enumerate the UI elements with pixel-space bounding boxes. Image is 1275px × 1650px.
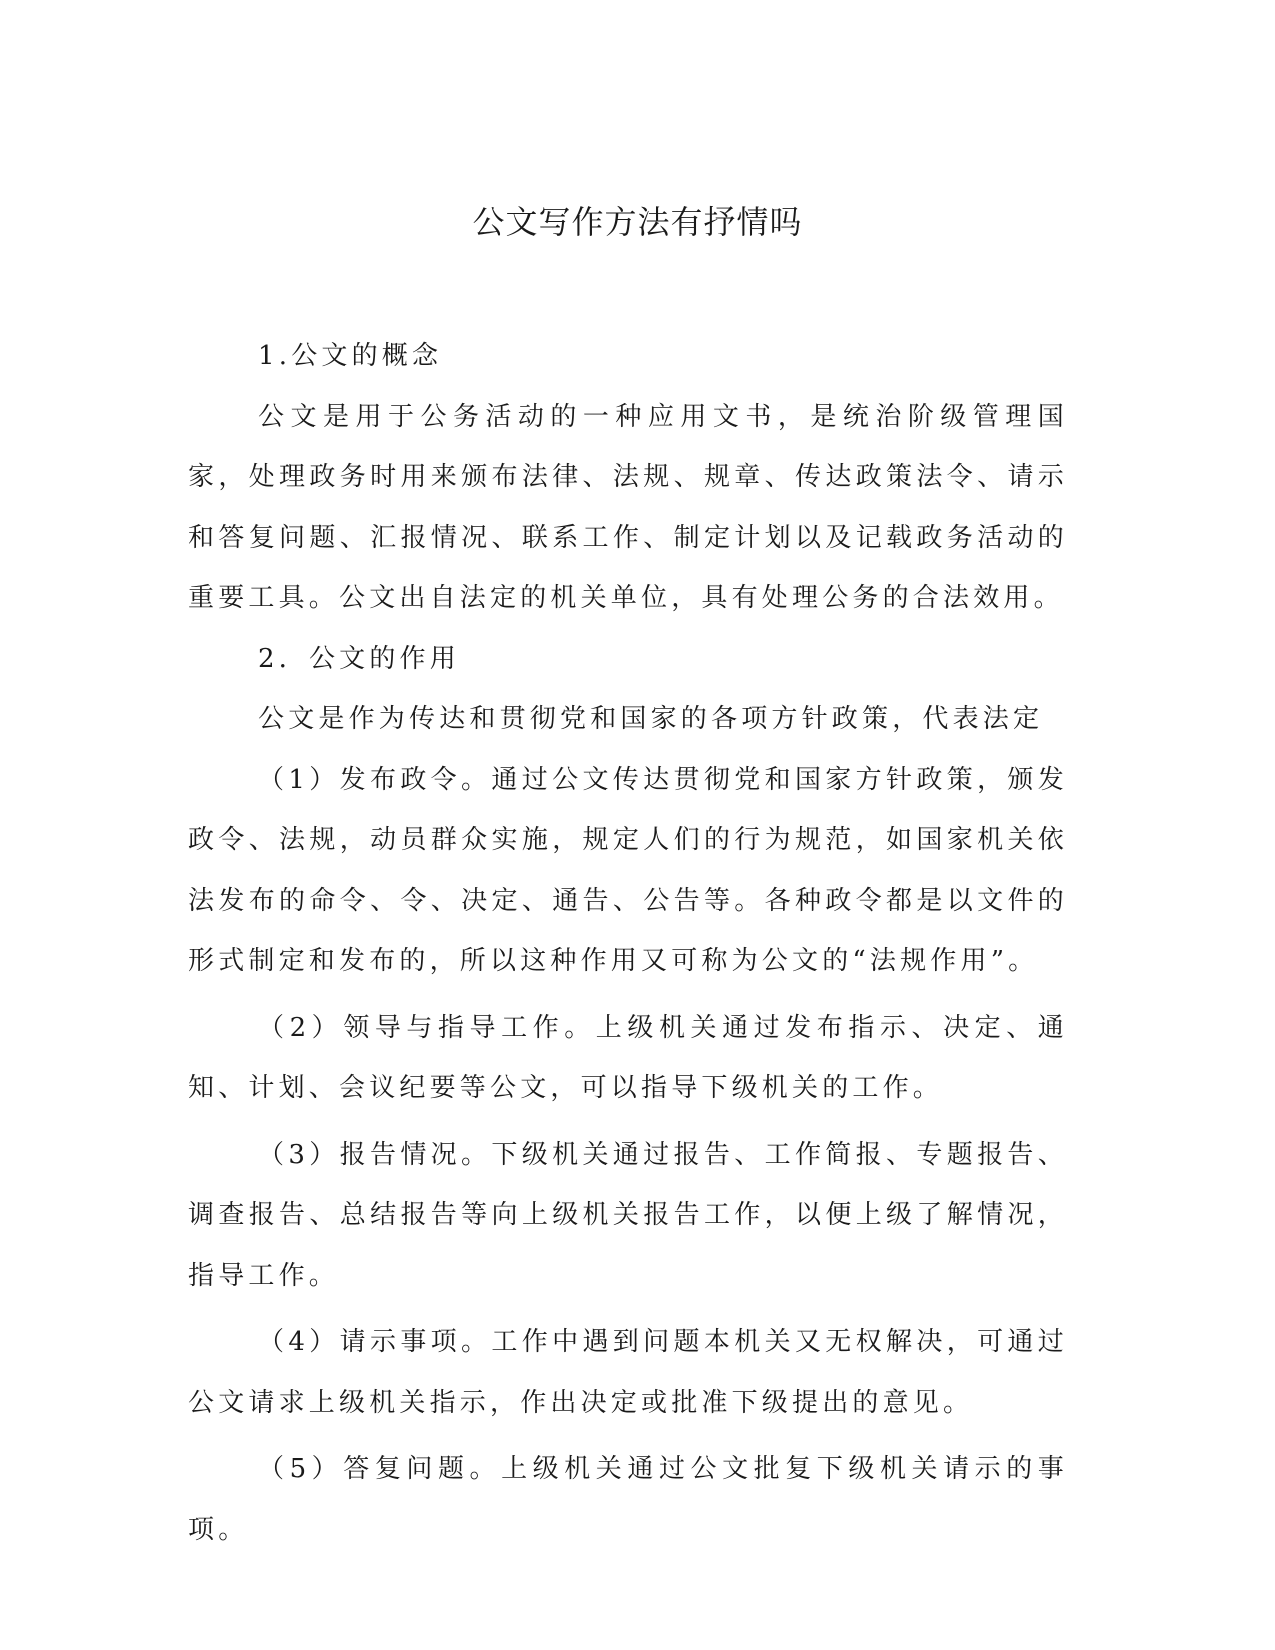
paragraph-function-intro: 公文是作为传达和贯彻党和国家的各项方针政策，代表法定 xyxy=(258,704,1044,734)
section-heading-function: 2．公文的作用 xyxy=(258,643,460,674)
document-title: 公文写作方法有抒情吗 xyxy=(472,203,803,241)
paragraph-concept: 公文是用于公务活动的一种应用文书，是统治阶级管理国家，处理政务时用来颁布法律、法规、规章、传达政策法令、请示和答复问题、汇报情况、联系工作、制定计划以及记载政务活动的重要工具。公文出自法定的机关单位，具有处理公务的合法效用。 xyxy=(188,401,1068,613)
section-heading-concept: 1.公文的概念 xyxy=(258,341,443,371)
paragraph-item-4: （4）请示事项。工作中遇到问题本机关又无权解决，可通过公文请求上级机关指示，作出决定或批准下级提出的意见。 xyxy=(188,1327,1068,1418)
paragraph-item-1: （1）发布政令。通过公文传达贯彻党和国家方针政策，颁发政令、法规，动员群众实施，规定人们的行为规范，如国家机关依法发布的命令、令、决定、通告、公告等。各种政令都是以文件的形式制定和发布的，所以这种作用又可称为公文的“法规作用”。 xyxy=(188,764,1068,976)
document-body xyxy=(188,326,1068,1560)
paragraph-item-2: （2）领导与指导工作。上级机关通过发布指示、决定、通知、计划、会议纪要等公文，可以指导下级机关的工作。 xyxy=(188,1012,1068,1103)
paragraph-item-5: （5）答复问题。上级机关通过公文批复下级机关请示的事项。 xyxy=(188,1454,1068,1545)
paragraph-item-3: （3）报告情况。下级机关通过报告、工作简报、专题报告、调查报告、总结报告等向上级机关报告工作，以便上级了解情况，指导工作。 xyxy=(188,1139,1068,1291)
